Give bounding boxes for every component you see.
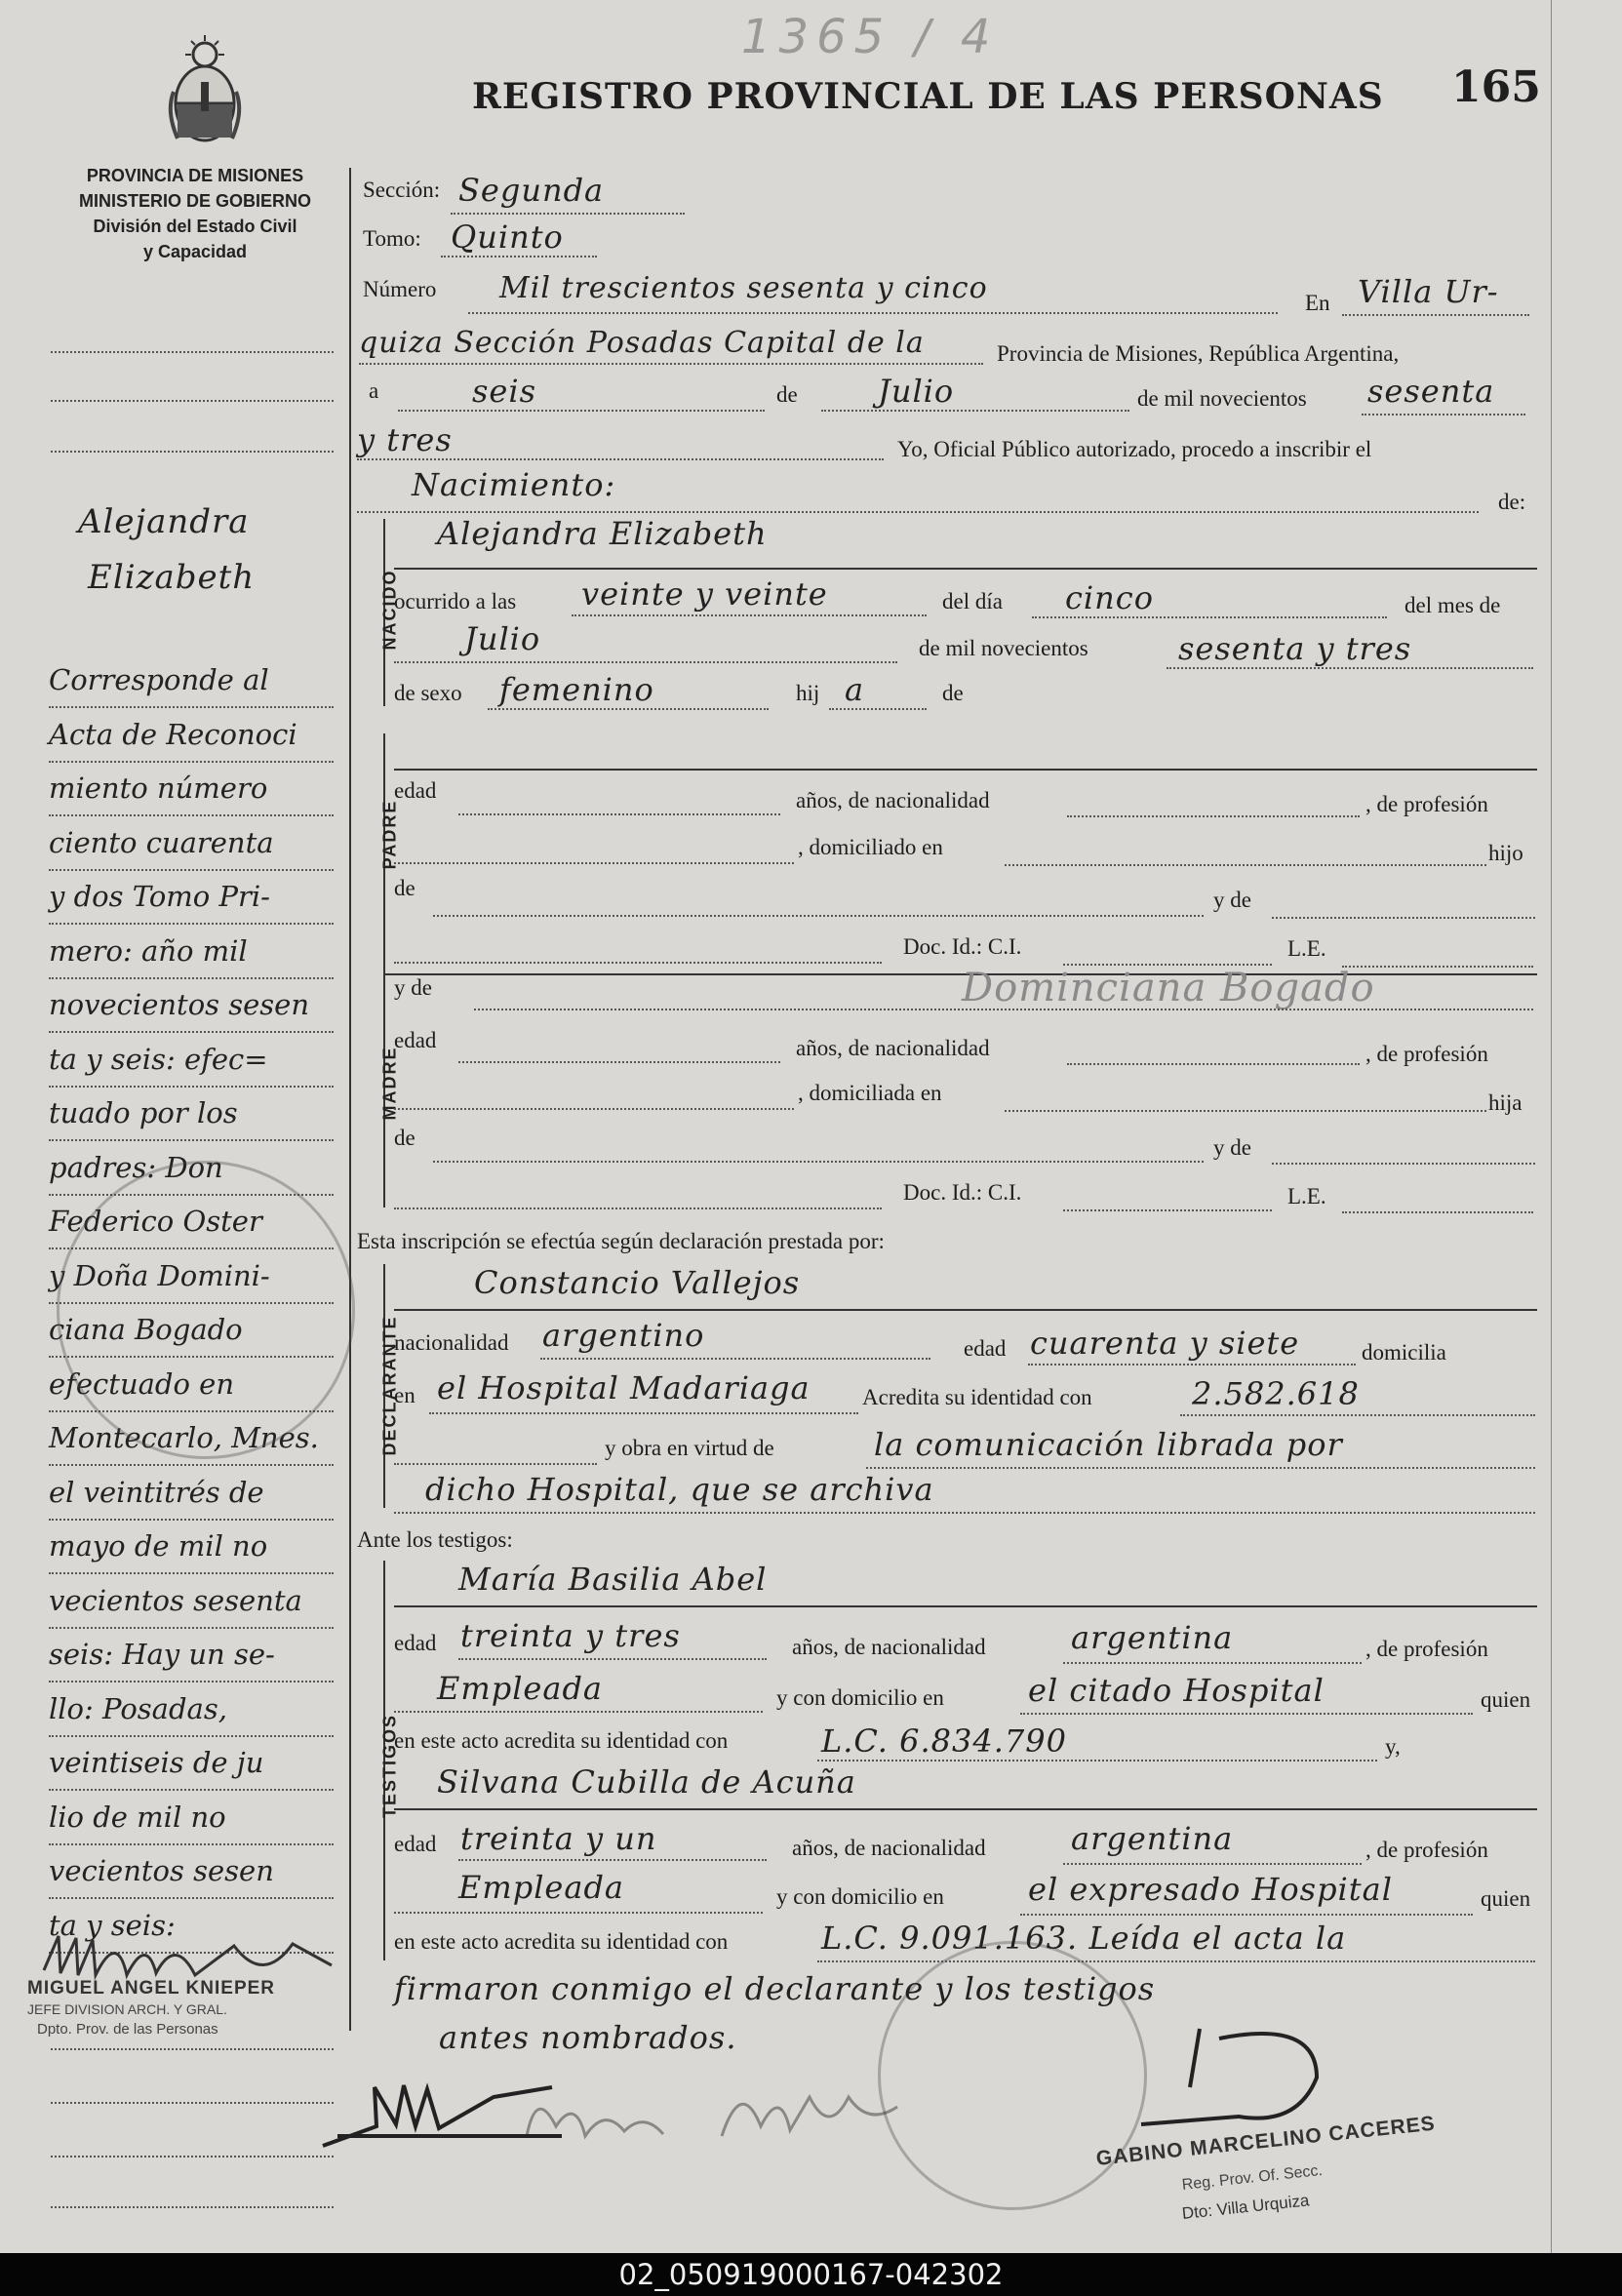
madre-doc-label: Doc. Id.: C.I. <box>903 1180 1022 1205</box>
nacido-dia: cinco <box>1065 579 1154 616</box>
testigo1-edad-label: edad <box>394 1631 437 1655</box>
nacido-mil-text: de mil novecientos <box>919 636 1088 660</box>
margin-annotation-line: efectuado en <box>49 1366 235 1401</box>
margin-annotation-line: llo: Posadas, <box>49 1691 227 1725</box>
testigo1-anios-label: años, de nacionalidad <box>792 1635 986 1659</box>
padre-de-label: de <box>394 876 415 900</box>
testigo1-y-label: y, <box>1385 1734 1401 1759</box>
provincia-text: Provincia de Misiones, República Argentina, <box>997 341 1400 366</box>
declarante-doc: 2.582.618 <box>1192 1375 1360 1412</box>
sexo-value: femenino <box>499 671 654 708</box>
testigos-intro: Ante los testigos: <box>357 1527 513 1552</box>
testigo2-domicilio-label: y con domicilio en <box>776 1884 944 1909</box>
declarante-nombre: Constancio Vallejos <box>474 1264 801 1301</box>
margin-annotation-line: ciana Bogado <box>49 1313 243 1346</box>
issuer-ministry: MINISTERIO DE GOBIERNO <box>78 191 312 211</box>
declarante-section-label: DECLARANTE <box>379 1315 400 1456</box>
coat-of-arms-icon <box>156 33 254 150</box>
margin-annotation-line: padres: Don <box>49 1150 223 1184</box>
madre-domiciliada-label: , domiciliada en <box>798 1081 942 1105</box>
dia-value: seis <box>472 373 537 410</box>
nacido-de-label: de <box>942 681 964 705</box>
margin-annotation-line: ta y seis: efec= <box>49 1042 268 1076</box>
cierre-a: firmaron conmigo el declarante y los testigos <box>394 1970 1156 2007</box>
declarante-en-label: en <box>394 1383 415 1407</box>
padre-profesion-label: , de profesión <box>1365 792 1488 816</box>
testigo1-acredita-label: en este acto acredita su identidad con <box>394 1728 729 1753</box>
nacido-nombre: Alejandra Elizabeth <box>437 515 768 552</box>
margin-annotation-line: el veintitrés de <box>49 1475 264 1509</box>
numero-label: Número <box>363 277 437 301</box>
madre-le-label: L.E. <box>1287 1184 1326 1208</box>
cierre-b: antes nombrados. <box>439 2019 737 2056</box>
declarante-domicilio: el Hospital Madariaga <box>437 1369 811 1406</box>
de-end: de: <box>1498 490 1526 514</box>
declarante-intro: Esta inscripción se efectúa según declaración prestada por: <box>357 1229 885 1253</box>
padre-anios-label: años, de nacionalidad <box>796 788 990 812</box>
margin-name-1: Alejandra <box>78 502 250 541</box>
madre-hija-label: hija <box>1488 1090 1523 1115</box>
ocurrido-label: ocurrido a las <box>394 589 517 614</box>
testigo1-nacionalidad: argentina <box>1071 1619 1234 1656</box>
margin-annotation-line: y Doña Domini- <box>49 1258 270 1292</box>
seccion-value: Segunda <box>458 172 605 209</box>
page-edge-rule <box>1551 0 1552 2253</box>
stamped-number: 1365 / 4 <box>741 10 999 64</box>
padre-section-label: PADRE <box>379 799 400 870</box>
declarante-nacionalidad: argentino <box>542 1317 705 1354</box>
hij-label: hij <box>796 681 820 705</box>
declarante-edad: cuarenta y siete <box>1030 1325 1300 1362</box>
testigo2-acredita-label: en este acto acredita su identidad con <box>394 1929 729 1954</box>
scan-id: 02_050919000167-042302 <box>618 2258 1004 2291</box>
madre-de-label: de <box>394 1126 415 1150</box>
acto-value: Nacimiento: <box>412 466 616 503</box>
lugar-value-a: Villa Ur- <box>1358 273 1499 310</box>
obra-label: y obra en virtud de <box>605 1436 774 1460</box>
madre-y-de2-label: y de <box>1213 1135 1251 1160</box>
en-label: En <box>1305 291 1330 315</box>
margin-annotation-line: Montecarlo, Mnes. <box>49 1421 319 1454</box>
signature-testigo-2 <box>712 2068 907 2156</box>
oficial-text: Yo, Oficial Público autorizado, procedo a inscribir el <box>897 437 1372 461</box>
testigo2-nacionalidad: argentina <box>1071 1820 1234 1857</box>
margin-annotation-line: Acta de Reconoci <box>49 717 297 751</box>
de-label: de <box>776 382 798 407</box>
testigo2-profesion-label: , de profesión <box>1365 1838 1488 1862</box>
numero-value: Mil trescientos sesenta y cinco <box>499 271 988 305</box>
madre-nombre: Dominciana Bogado <box>962 966 1375 1010</box>
margin-annotation-line: veintiseis de ju <box>49 1746 264 1779</box>
official-title-stamp: Reg. Prov. Of. Secc. <box>1181 2161 1324 2194</box>
del-dia-label: del día <box>942 589 1003 614</box>
testigo1-nombre: María Basilia Abel <box>458 1561 768 1598</box>
declarante-edad-label: edad <box>964 1336 1007 1361</box>
testigo2-quien-label: quien <box>1481 1886 1531 1911</box>
seccion-label: Sección: <box>363 178 441 202</box>
page-number: 165 <box>1451 62 1541 112</box>
issuer-province: PROVINCIA DE MISIONES <box>86 166 304 185</box>
official-name-stamp: GABINO MARCELINO CACERES <box>1094 2112 1437 2170</box>
margin-stamp-name: MIGUEL ANGEL KNIEPER <box>27 1978 276 1999</box>
nacido-section-label: NACIDO <box>379 569 400 651</box>
testigo2-edad: treinta y un <box>460 1820 657 1857</box>
testigos-section-label: TESTIGOS <box>379 1714 400 1819</box>
del-mes-label: del mes de <box>1404 593 1501 617</box>
margin-annotation-line: mero: año mil <box>49 933 248 968</box>
madre-y-de-label: y de <box>394 975 432 1000</box>
margin-stamp-dept: Dpto. Prov. de las Personas <box>37 2021 218 2038</box>
madre-section-label: MADRE <box>379 1046 400 1121</box>
testigo2-nombre: Silvana Cubilla de Acuña <box>437 1763 856 1801</box>
testigo1-domicilio-label: y con domicilio en <box>776 1685 944 1710</box>
testigo2-anios-label: años, de nacionalidad <box>792 1836 986 1860</box>
declarante-nacionalidad-label: nacionalidad <box>394 1330 509 1355</box>
testigo1-quien-label: quien <box>1481 1687 1531 1712</box>
testigo2-edad-label: edad <box>394 1832 437 1856</box>
lugar-value-b: quiza Sección Posadas Capital de la <box>359 326 925 360</box>
issuer-division: División del Estado Civil <box>93 217 297 236</box>
testigo1-profesion: Empleada <box>437 1670 603 1707</box>
margin-name-2: Elizabeth <box>88 558 256 597</box>
sexo-label: de sexo <box>394 681 462 705</box>
madre-edad-label: edad <box>394 1028 437 1052</box>
padre-le-label: L.E. <box>1287 936 1326 961</box>
anio-value-b: y tres <box>357 421 453 458</box>
margin-annotation-line: vecientos sesenta <box>49 1583 302 1617</box>
margin-annotation-line: Federico Oster <box>49 1205 262 1238</box>
obra-value: la comunicación librada por <box>874 1426 1343 1463</box>
testigo1-doc: L.C. 6.834.790 <box>821 1722 1067 1760</box>
madre-anios-label: años, de nacionalidad <box>796 1036 990 1060</box>
madre-profesion-label: , de profesión <box>1365 1042 1488 1066</box>
a-label: a <box>369 378 379 403</box>
margin-annotation-line: vecientos sesen <box>49 1854 274 1887</box>
padre-edad-label: edad <box>394 778 437 803</box>
margin-annotation-line: Corresponde al <box>49 663 269 696</box>
scan-id-strip <box>0 2253 1622 2296</box>
margin-annotation-line: ta y seis: <box>49 1908 176 1942</box>
margin-annotation-line: y dos Tomo Pri- <box>49 880 270 913</box>
hora-value: veinte y veinte <box>581 575 828 613</box>
padre-doc-label: Doc. Id.: C.I. <box>903 934 1022 959</box>
anio-value-a: sesenta <box>1367 373 1495 410</box>
margin-stamp-title: JEFE DIVISION ARCH. Y GRAL. <box>27 2001 227 2017</box>
padre-hijo-label: hijo <box>1488 841 1523 865</box>
margin-annotation-line: ciento cuarenta <box>49 825 274 859</box>
margin-annotation-line: novecientos sesen <box>49 988 310 1021</box>
hij-value: a <box>845 671 865 708</box>
official-district-stamp: Dto: Villa Urquiza <box>1180 2191 1311 2223</box>
obra-value-b: dicho Hospital, que se archiva <box>425 1471 934 1508</box>
nacido-mes: Julio <box>464 620 541 657</box>
margin-annotation-line: mayo de mil no <box>49 1529 268 1563</box>
margin-annotation-line: miento número <box>49 772 268 805</box>
declarante-acredita-label: Acredita su identidad con <box>862 1385 1092 1409</box>
mil-text: de mil novecientos <box>1137 386 1307 411</box>
testigo1-profesion-label: , de profesión <box>1365 1637 1488 1661</box>
margin-annotation-line: tuado por los <box>49 1096 238 1129</box>
tomo-value: Quinto <box>451 218 564 256</box>
round-seal <box>57 1161 355 1459</box>
padre-y-de-label: y de <box>1213 888 1251 912</box>
issuer-capacity: y Capacidad <box>142 242 248 261</box>
left-column-rule <box>349 168 351 2031</box>
testigo1-domicilio: el citado Hospital <box>1028 1672 1325 1709</box>
testigo1-edad: treinta y tres <box>460 1617 681 1654</box>
tomo-label: Tomo: <box>363 226 421 251</box>
testigo2-doc: L.C. 9.091.163. Leída el acta la <box>821 1920 1347 1957</box>
nacido-anio: sesenta y tres <box>1178 630 1412 667</box>
mes-value: Julio <box>878 373 955 410</box>
domicilia-label: domicilia <box>1362 1340 1446 1365</box>
testigo2-profesion: Empleada <box>458 1869 624 1906</box>
margin-annotation-line: lio de mil no <box>49 1800 226 1834</box>
document-title: REGISTRO PROVINCIAL DE LAS PERSONAS <box>472 76 1384 117</box>
margin-annotation-line: seis: Hay un se- <box>49 1638 275 1671</box>
padre-domiciliado-label: , domiciliado en <box>798 835 943 859</box>
signature-testigo-1 <box>517 2078 673 2156</box>
testigo2-domicilio: el expresado Hospital <box>1028 1871 1393 1908</box>
